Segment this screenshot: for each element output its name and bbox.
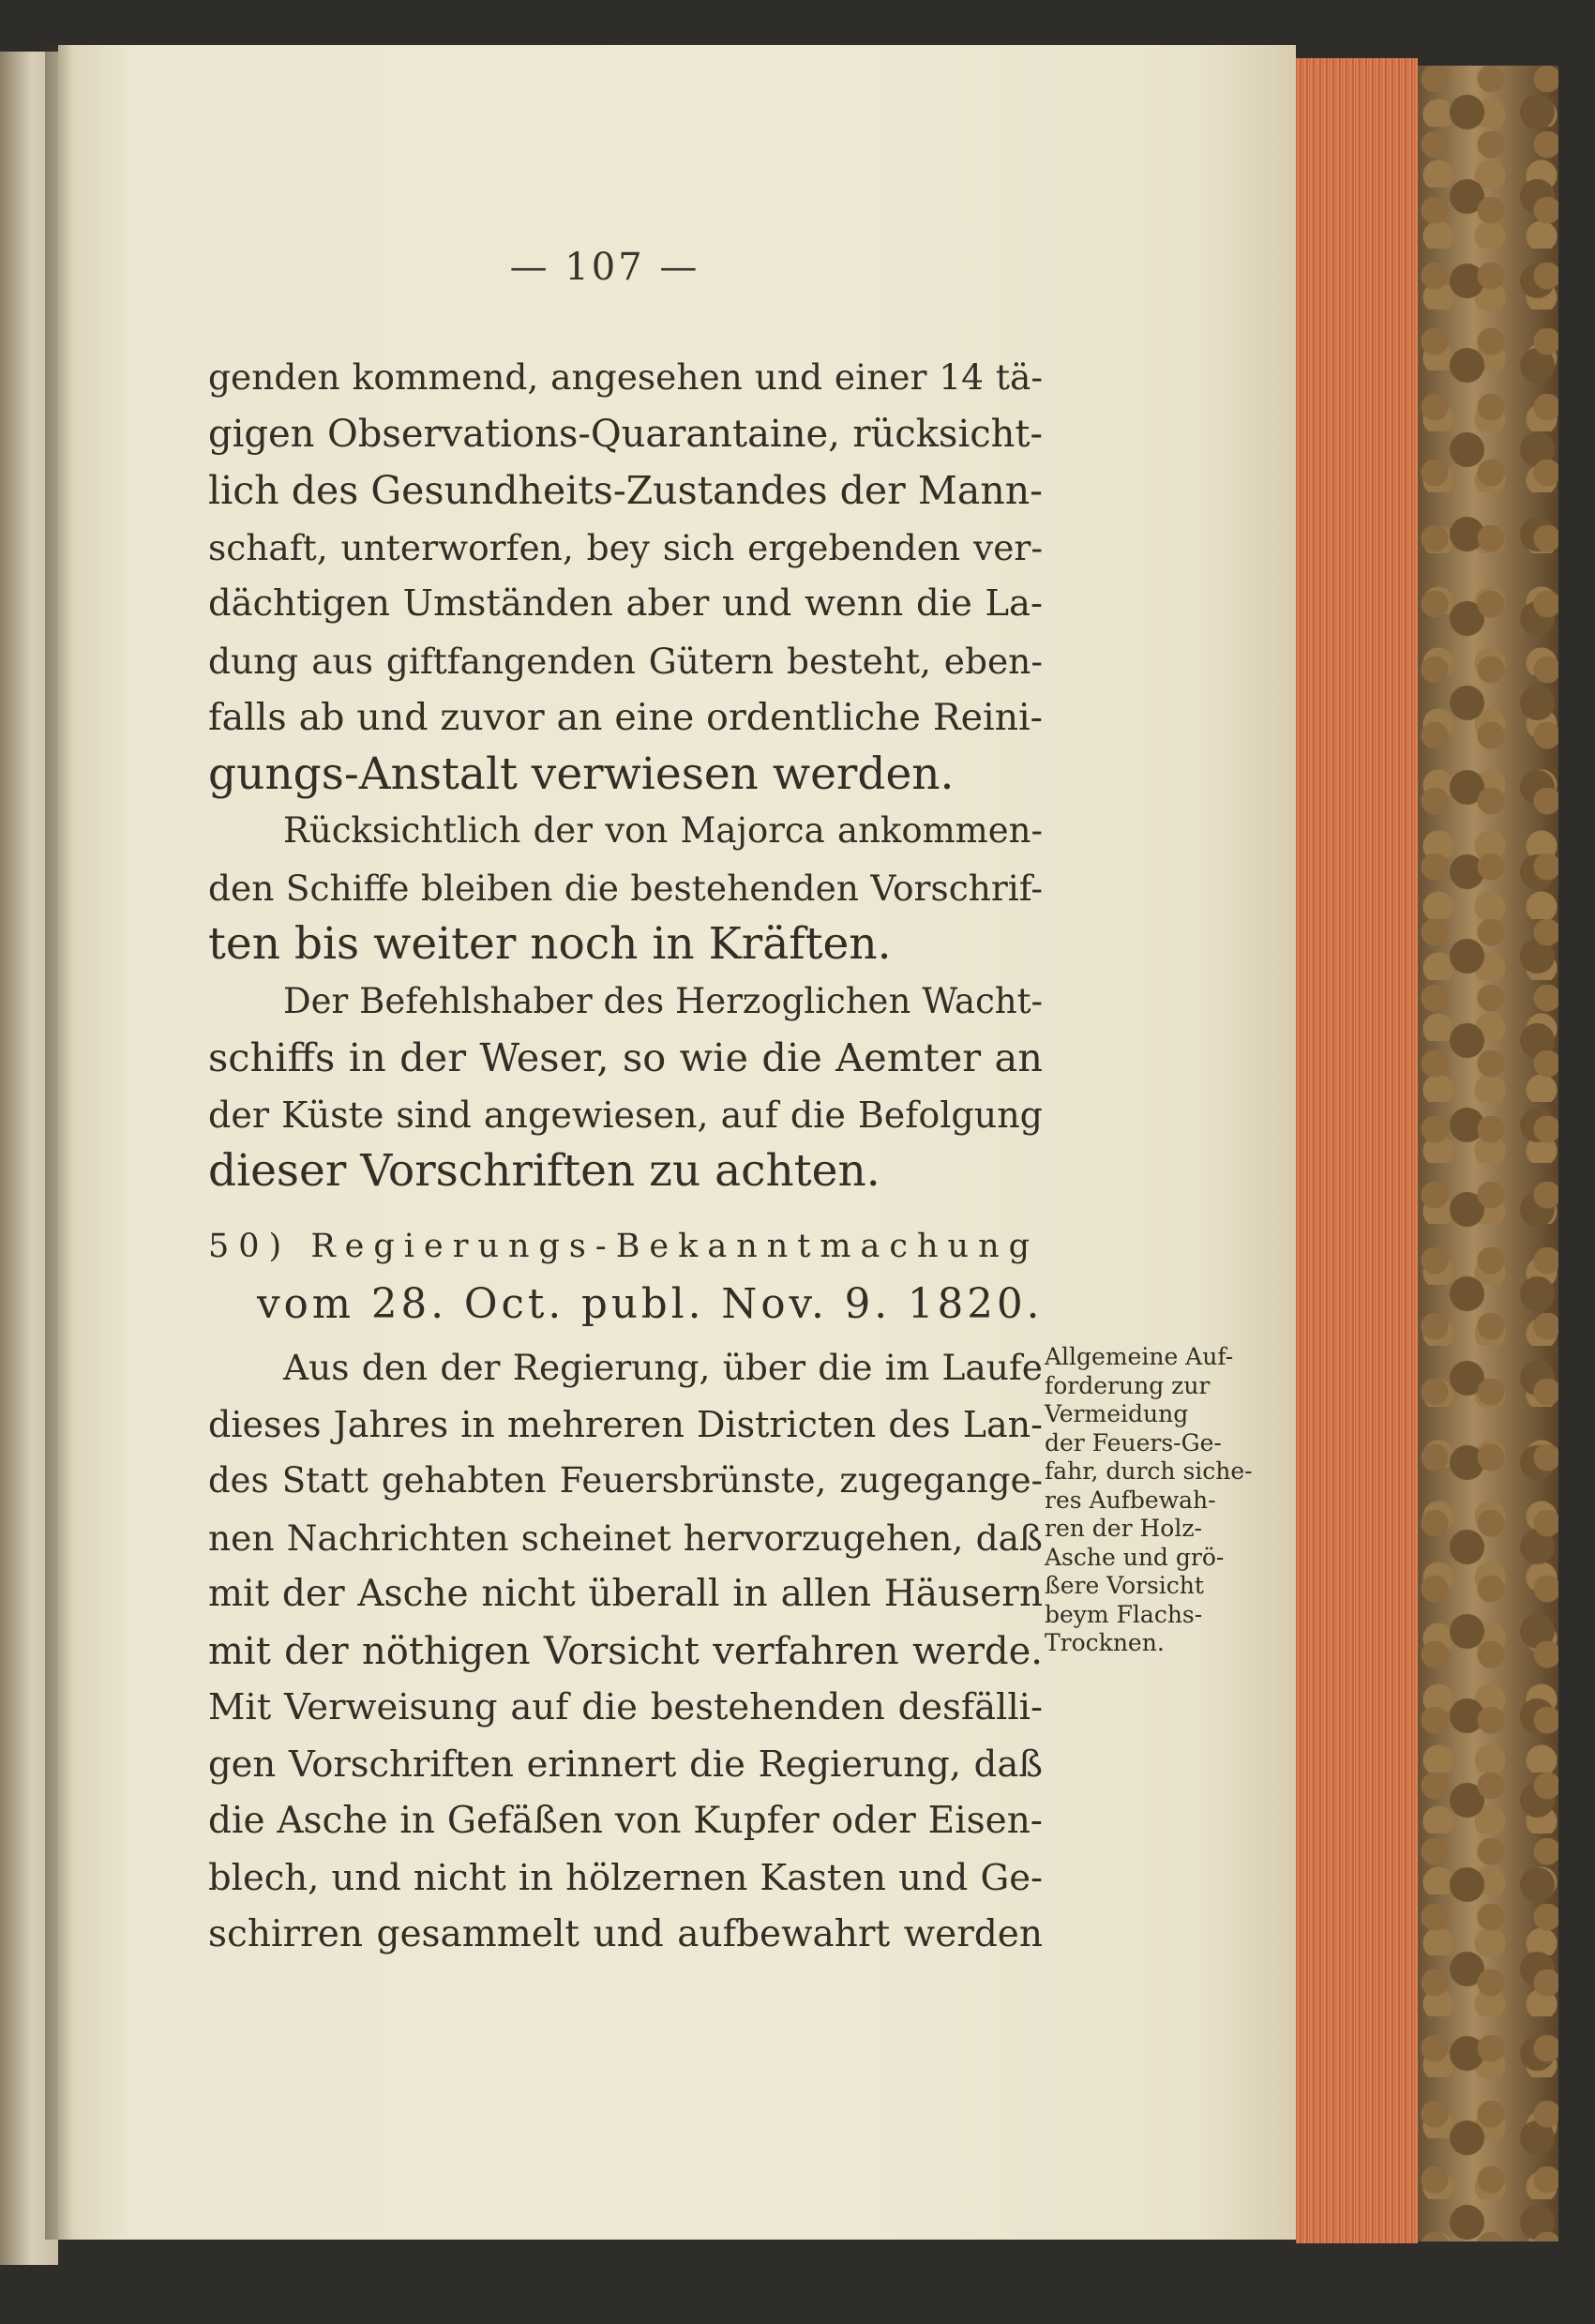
text-line: Mit Verweisung auf die bestehenden desfälli- [208,1686,1043,1728]
body-text [208,349,1043,1200]
text-line: mit der Asche nicht überall in allen Häusern [208,1573,1043,1615]
text-line: Rücksichtlich der von Majorca ankommen- [283,810,1043,851]
text-line: blech, und nicht in hölzernen Kasten und Ge- [208,1856,1043,1899]
marginal-line: res Aufbewah- [1045,1486,1216,1514]
marginal-line: Asche und grö- [1045,1543,1225,1571]
marginal-line: forderung zur [1045,1371,1211,1399]
text-line: schaft, unterworfen, bey sich ergebenden ver- [208,526,1043,568]
text-line: dung aus giftfangenden Gütern besteht, eben- [208,640,1043,682]
marginal-line: Trocknen. [1045,1629,1165,1656]
text-line: des Statt gehabten Feuersbrünste, zugegange- [208,1460,1043,1501]
text-line: gen Vorschriften erinnert die Regierung, daß [208,1743,1043,1786]
text-line: lich des Gesundheits-Zustandes der Mann- [208,468,1043,513]
marginal-line: Allgemeine Auf- [1045,1343,1234,1370]
text-line: mit der nöthigen Vorsicht verfahren werde. [208,1629,1043,1673]
text-line: Aus den der Regierung, über die im Laufe [283,1347,1043,1388]
text-line: den Schiffe bleiben die bestehenden Vorschrif- [208,867,1043,909]
book-cover [1418,66,1558,2241]
text-line: dieser Vorschriften zu achten. [208,1145,880,1197]
marginal-line: Vermeidung [1045,1400,1189,1427]
spine-shadow [45,45,73,2240]
text-line: ten bis weiter noch in Kräften. [208,918,892,970]
text-line: gigen Observations-Quarantaine, rücksicht- [208,412,1043,456]
marginal-line: ren der Holz- [1045,1515,1202,1542]
section-heading [208,1217,1043,1334]
text-line: falls ab und zuvor an eine ordentliche Reini- [208,696,1043,739]
section-date: vom 28. Oct. publ. Nov. 9. 1820. [257,1281,1044,1328]
marginal-note [1045,1343,1256,1658]
text-line: genden kommend, angesehen und einer 14 tä- [208,356,1043,398]
marginal-line: beym Flachs- [1045,1600,1203,1628]
section-title: 50) Regierungs-Bekanntmachung [208,1228,1040,1265]
page-edges [1296,58,1418,2243]
text-line: dächtigen Umständen aber und wenn die La- [208,582,1043,625]
text-line: gungs-Anstalt verwiesen werden. [208,747,955,800]
text-line: schirren gesammelt und aufbewahrt werden [208,1913,1043,1955]
marginal-line: ßere Vorsicht [1045,1572,1204,1599]
text-line: die Asche in Gefäßen von Kupfer oder Eisen- [208,1800,1043,1842]
section-body [208,1339,1043,1964]
marginal-line: der Feuers-Ge- [1045,1428,1222,1456]
text-line: schiffs in der Weser, so wie die Aemter an [208,1034,1043,1080]
page-number: — 107 — [509,246,700,289]
text-line: nen Nachrichten scheinet hervorzugehen, daß [208,1517,1043,1559]
text-line: Der Befehlshaber des Herzoglichen Wacht- [283,980,1043,1021]
text-line: dieses Jahres in mehreren Districten des Lan- [208,1403,1043,1445]
marginal-line: fahr, durch siche- [1045,1457,1253,1485]
text-line: der Küste sind angewiesen, auf die Befolgung [208,1094,1043,1136]
